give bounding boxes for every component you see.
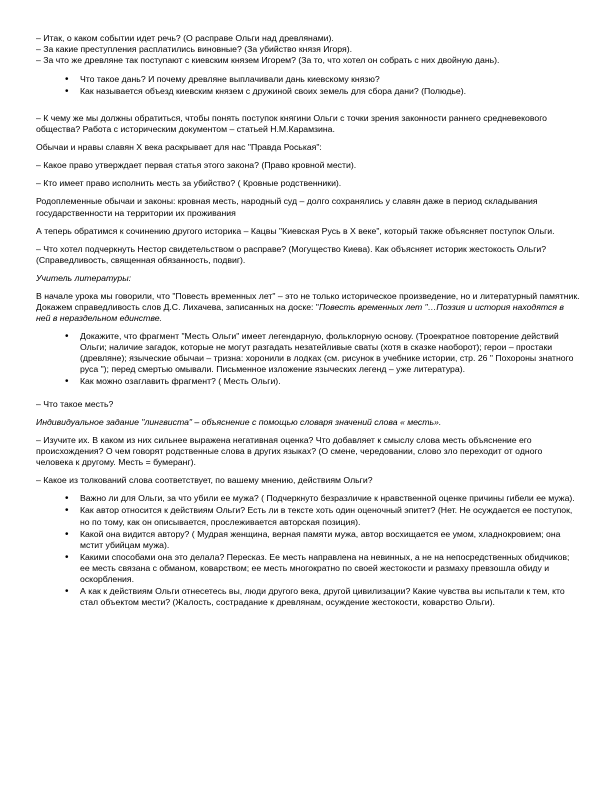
text-line: – За что же древляне так поступают с киевским князем Игорем? (За то, что хотел он собрать с них двойную дань). (36, 55, 500, 66)
paragraph-question-right: – Какое право утверждает первая статья этого закона? (Право кровной мести). (36, 160, 357, 171)
lesson-text: В начале урока мы говорили, что "Повесть временных лет" – это не только историческое произведение, но и литературный памятник. Докажем справедливость слов Д.С. Лихачева, записанных на доске: " (36, 290, 580, 312)
teacher-heading: Учитель литературы: (36, 272, 132, 283)
list-item: • Как называется объезд киевским князем с дружиной своих земель для сбора дани? (Полюдье). (80, 86, 580, 97)
lesson-quote: Повесть временных лет "…Поэзия и история находятся в ней в нераздельном единстве. (36, 301, 564, 323)
text-line: – За какие преступления расплатились виновные? (За убийство князя Игоря). (36, 44, 353, 55)
list-item: • Как автор относится к действиям Ольги? Есть ли в тексте хоть один оценочный эпитет? (Нет. Не осуждается ее поступок, но по тому, как он описывается, прослеживается авторская позиция). (80, 505, 580, 527)
bullet-list-legend (36, 331, 580, 387)
paragraph-question-who: – Кто имеет право исполнить месть за убийство? ( Кровные родственники). (36, 178, 342, 189)
paragraph-karamzin: – К чему же мы должны обратиться, чтобы понять поступок княгини Ольги с точки зрения законности раннего средневекового общества? Работа с историческим документом – статьей Н.М.Карамзина. (36, 113, 547, 135)
paragraph-pravda: Обычаи и нравы славян Х века раскрывает для нас "Правда Роськая": (36, 142, 322, 153)
paragraph-nestor: – Что хотел подчеркнуть Нестор свидетельством о расправе? (Могущество Киева). Как объясняет историк жестокость Ольги? (Справедливость, священная обязанность, подвиг). (36, 243, 547, 265)
paragraph-study: – Изучите их. В каком из них сильнее выражена негативная оценка? Что добавляет к смыслу слова месть объяснение его происхождения? О чем говорят родственные слова в других языках? (О смене, чередовании, слово зло переходит от одного человека к другому. Месть = бумеранг). (36, 435, 543, 468)
text-line: – Итак, о каком событии идет речь? (О расправе Ольги над древлянами). (36, 33, 334, 43)
list-item: • Что такое дань? И почему древляне выплачивали дань киевскому князю? (80, 74, 580, 85)
paragraph-katsy: А теперь обратимся к сочинению другого историка – Кацвы "Киевская Русь в Х веке", который также объясняет поступок Ольги. (36, 225, 555, 236)
paragraph-individual-task: Индивидуальное задание "лингвиста" – объяснение с помощью словаря значений слова « месть». (36, 417, 442, 428)
paragraph-which: – Какое из толкований слова соответствует, по вашему мнению, действиям Ольги? (36, 475, 373, 486)
bullet-list-olga (36, 493, 580, 607)
bullet-list-tribute (36, 74, 580, 97)
paragraph-lesson (36, 291, 580, 324)
list-item: • Как можно озаглавить фрагмент? ( Месть Ольги). (80, 376, 580, 387)
list-item: • Какой она видится автору? ( Мудрая женщина, верная памяти мужа, автор восхищается ее умом, хладнокровием; она мстит убийцам мужа). (80, 529, 580, 551)
intro-dialogue (36, 33, 580, 66)
document-page (36, 33, 580, 616)
list-item: • Докажите, что фрагмент "Месть Ольги" имеет легендарную, фольклорную основу. (Троекратное повторение действий Ольги; наличие загадок, которые не могут разгадать незатейливые сваты (хотя в сказке наоборот); герои – простаки (древляне); языческие обычаи – тризна: хоронили в лодках (см. рисунок в учебнике истории, стр. 26 " Похороны знатного руса "); перед смертью омывали. Письменное изложение языческих легенд – уже литература). (80, 331, 580, 375)
paragraph-what-revenge: – Что такое месть? (36, 399, 114, 410)
list-item: • Какими способами она это делала? Пересказ. Ее месть направлена на невинных, а не на непосредственных обидчиков; ее месть связана с обманом, коварством; ее месть многократно по своей жестокости и размаху превзошла обиду и оскорбления. (80, 552, 580, 585)
list-item: • А как к действиям Ольги отнесетесь вы, люди другого века, другой цивилизации? Какие чувства вы испытали к тем, кто стал объектом мести? (Жалость, сострадание к древлянам, осуждение жестокости, коварство Ольги). (80, 586, 580, 608)
list-item: • Важно ли для Ольги, за что убили ее мужа? ( Подчеркнуто безразличие к нравственной оценке причины гибели ее мужа). (80, 493, 580, 504)
paragraph-customs: Родоплеменные обычаи и законы: кровная месть, народный суд – долго сохранялись у славян даже в период складывания государственности на территории их проживания (36, 196, 538, 218)
